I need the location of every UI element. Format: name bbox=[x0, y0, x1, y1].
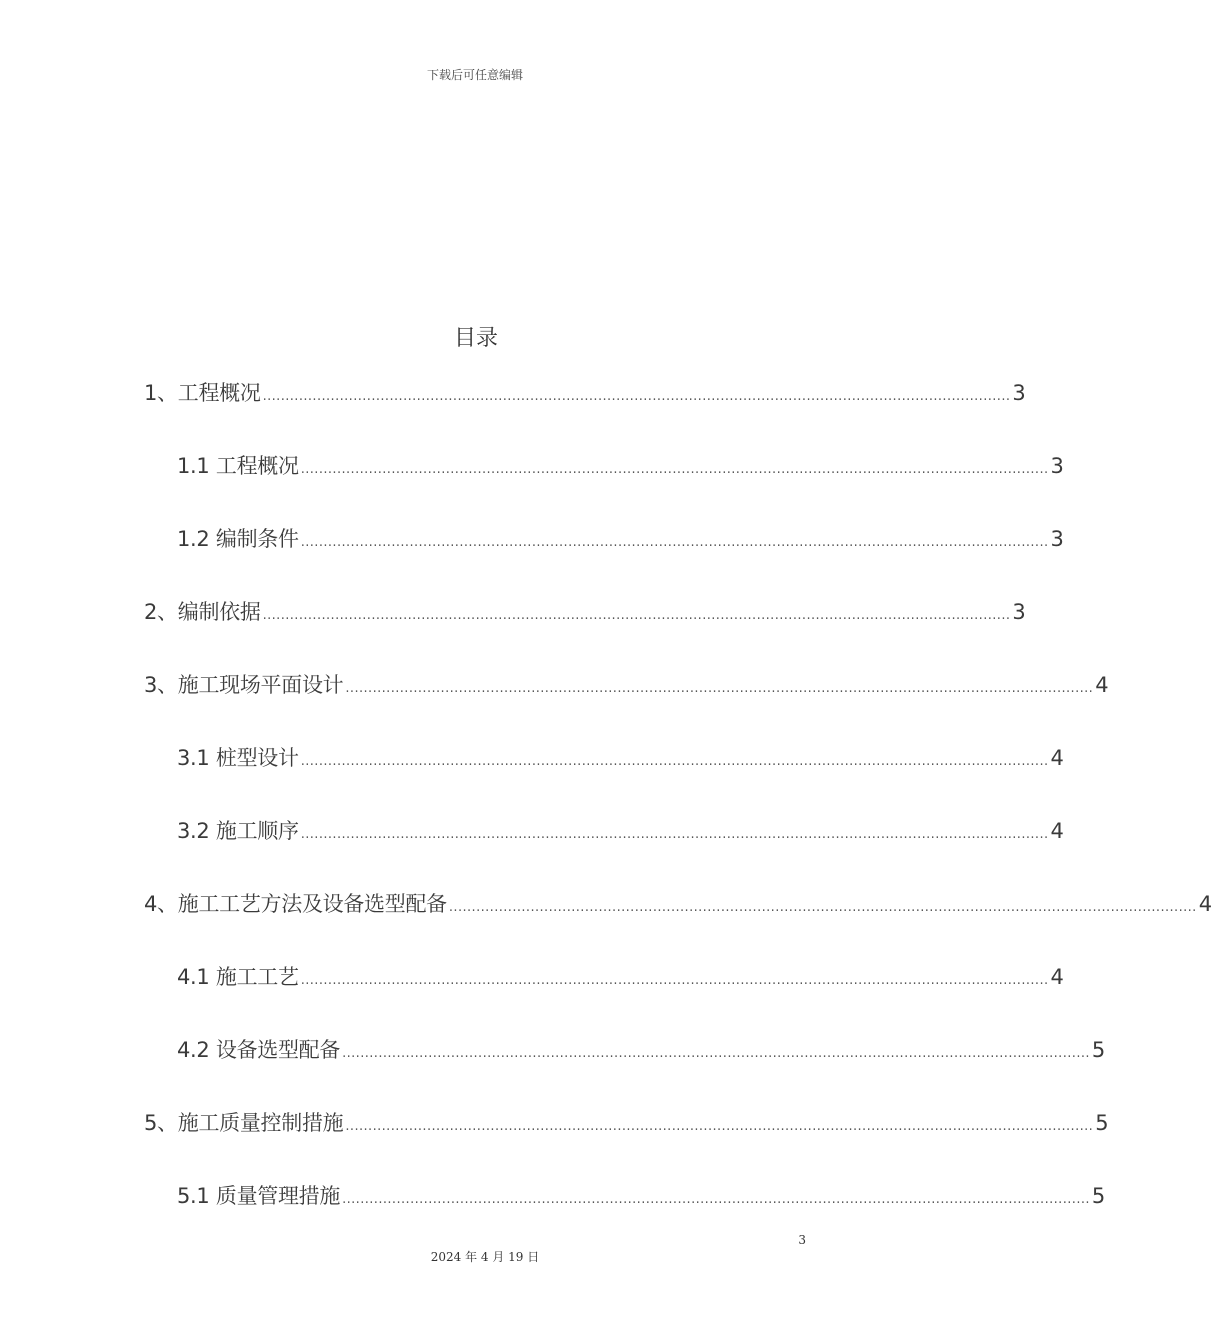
toc-entry[interactable] bbox=[177, 450, 1064, 480]
footer-date: 2024 年 4 月 19 日 bbox=[430, 1250, 540, 1264]
toc-entry[interactable] bbox=[144, 888, 1212, 918]
toc-entry-text: 3.1 桩型设计 bbox=[177, 746, 299, 770]
toc-entry-page: 4 bbox=[1095, 673, 1109, 697]
toc-entry[interactable] bbox=[177, 523, 1064, 553]
toc-entry-text: 2、编制依据 bbox=[144, 600, 261, 624]
toc-leader-dots: ..................................................................................................................................................................... bbox=[345, 1119, 1094, 1134]
toc-leader-dots: ..................................................................................................................................................................... bbox=[300, 535, 1049, 550]
toc-leader-dots: ..................................................................................................................................................................... bbox=[448, 900, 1197, 915]
toc-entry-text: 1、工程概况 bbox=[144, 381, 261, 405]
toc-entry[interactable] bbox=[177, 961, 1064, 991]
toc-leader-dots: ..................................................................................................................................................................... bbox=[342, 1046, 1090, 1061]
toc-leader-dots: ..................................................................................................................................................................... bbox=[300, 754, 1049, 769]
toc-entry-page: 5 bbox=[1091, 1184, 1105, 1208]
toc-entry-text: 3、施工现场平面设计 bbox=[144, 673, 344, 697]
toc-entry-text: 1.2 编制条件 bbox=[177, 527, 299, 551]
toc-entry[interactable] bbox=[144, 596, 1026, 626]
toc-leader-dots: ..................................................................................................................................................................... bbox=[262, 389, 1011, 404]
toc-leader-dots: ..................................................................................................................................................................... bbox=[345, 681, 1094, 696]
toc-entry-text: 3.2 施工顺序 bbox=[177, 819, 299, 843]
toc-entry-page: 4 bbox=[1050, 819, 1064, 843]
toc-entry[interactable] bbox=[177, 815, 1064, 845]
toc-entry-text: 4.2 设备选型配备 bbox=[177, 1038, 341, 1062]
toc-entry[interactable] bbox=[144, 377, 1026, 407]
toc-entry[interactable] bbox=[177, 1180, 1105, 1210]
toc-entry-page: 3 bbox=[1050, 454, 1064, 478]
toc-entry[interactable] bbox=[177, 742, 1064, 772]
toc-entry-page: 4 bbox=[1050, 746, 1064, 770]
toc-entry-text: 4、施工工艺方法及设备选型配备 bbox=[144, 892, 447, 916]
toc-entry-page: 5 bbox=[1091, 1038, 1105, 1062]
page-number: 3 bbox=[798, 1233, 806, 1247]
toc-entry-text: 1.1 工程概况 bbox=[177, 454, 299, 478]
page-header: 下载后可任意编辑 bbox=[426, 68, 523, 82]
toc-entry-page: 4 bbox=[1050, 965, 1064, 989]
toc-title: 目录 bbox=[453, 326, 498, 351]
toc-entry-page: 4 bbox=[1198, 892, 1212, 916]
toc-entry-page: 3 bbox=[1012, 600, 1026, 624]
toc-leader-dots: ..................................................................................................................................................................... bbox=[300, 462, 1049, 477]
toc-entry[interactable] bbox=[144, 1107, 1109, 1137]
toc-entry-text: 4.1 施工工艺 bbox=[177, 965, 299, 989]
toc-entry[interactable] bbox=[177, 1034, 1105, 1064]
toc-entry[interactable] bbox=[144, 669, 1109, 699]
toc-leader-dots: ..................................................................................................................................................................... bbox=[300, 827, 1049, 842]
toc-entry-page: 3 bbox=[1012, 381, 1026, 405]
toc-entry-page: 5 bbox=[1095, 1111, 1109, 1135]
toc-leader-dots: ..................................................................................................................................................................... bbox=[300, 973, 1049, 988]
toc-entry-page: 3 bbox=[1050, 527, 1064, 551]
toc-entry-text: 5、施工质量控制措施 bbox=[144, 1111, 344, 1135]
toc-leader-dots: ..................................................................................................................................................................... bbox=[342, 1192, 1090, 1207]
toc-entry-text: 5.1 质量管理措施 bbox=[177, 1184, 341, 1208]
toc-leader-dots: ..................................................................................................................................................................... bbox=[262, 608, 1011, 623]
